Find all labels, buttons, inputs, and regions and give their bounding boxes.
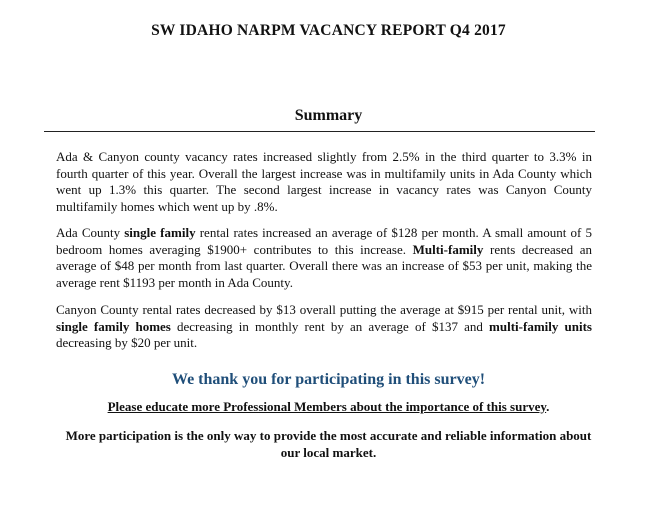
canyon-text-2: decreasing in monthly rent by an average of $137 and — [170, 318, 490, 334]
report-title: SW IDAHO NARPM VACANCY REPORT Q4 2017 — [151, 22, 506, 39]
ada-text-3: rents decreased an average of $48 per month from last quarter. Overall there was an increase of $53 per unit, making the average rent $1193 per month in Ada County. — [56, 241, 592, 290]
vacancy-paragraph: Ada & Canyon county vacancy rates increased slightly from 2.5% in the third quarter to 3.3% in fourth quarter of this year. Overall the largest increase was in multifamily units in Ada County which went up 1.3% this quarter. The second largest increase in vacancy rates was Canyon County multifamily homes which went up by .8%. — [56, 149, 592, 214]
canyon-bold-multi-family: multi-family units — [489, 318, 592, 334]
educate-underlined-text: Please educate more Professional Members about the importance of this survey — [107, 399, 547, 414]
summary-heading: Summary — [294, 107, 363, 124]
ada-county-paragraph — [56, 225, 592, 291]
canyon-text-1: Canyon County rental rates decreased by $13 overall putting the average at $915 per rental unit, with — [56, 302, 592, 317]
ada-bold-single-family: single family — [124, 225, 196, 240]
ada-bold-multi-family: Multi-family — [412, 241, 484, 257]
thank-you-message: We thank you for participating in this survey! — [171, 371, 486, 388]
summary-divider — [44, 131, 595, 132]
ada-text-2: rental rates increased an average of $128 per month. A small amount of 5 bedroom homes averaging $1900+ contributes to this increase. — [56, 225, 592, 257]
participation-note: More participation is the only way to provide the most accurate and reliable information about our local market. — [65, 428, 592, 460]
canyon-county-paragraph — [56, 302, 592, 352]
educate-members-note — [0, 399, 657, 415]
ada-text-1: Ada County — [56, 225, 125, 240]
canyon-text-3: decreasing by $20 per unit. — [56, 335, 198, 350]
canyon-bold-single-family: single family homes — [56, 318, 171, 334]
educate-period: . — [546, 399, 550, 414]
